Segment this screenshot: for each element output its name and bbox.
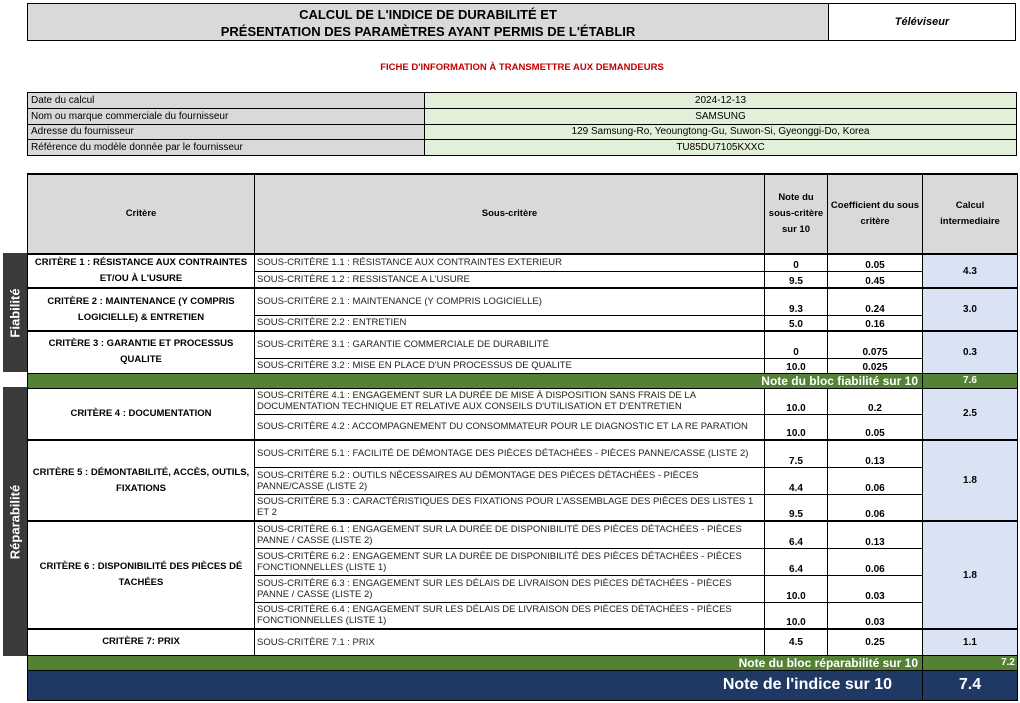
header-critere: Critère xyxy=(28,174,255,254)
block-label-fiabilite: Fiabilité xyxy=(3,253,27,372)
subcriterion-label: SOUS-CRITÈRE 2.1 : MAINTENANCE (Y COMPRIS LOGICIELLE) xyxy=(255,288,765,315)
criterion-name: CRITÈRE 4 : DOCUMENTATION xyxy=(28,388,255,440)
subcriterion-coef: 0.06 xyxy=(828,494,923,521)
subcriterion-label: SOUS-CRITÈRE 7.1 : PRIX xyxy=(255,629,765,655)
subcriterion-label: SOUS-CRITÈRE 6.4 : ENGAGEMENT SUR LES DÉLAIS DE LIVRAISON DES PIÈCES DÉTACHÉES - PIÈCES FONCTIONNELLES (LISTE 1) xyxy=(255,602,765,629)
criterion-calc: 3.0 xyxy=(923,288,1018,331)
title-line-1: CALCUL DE L'INDICE DE DURABILITÉ ET xyxy=(299,7,557,22)
fiabilite-total-label: Note du bloc fiabilité sur 10 xyxy=(28,373,923,388)
info-value: 2024-12-13 xyxy=(425,93,1017,109)
subcriterion-label: SOUS-CRITÈRE 6.2 : ENGAGEMENT SUR LA DURÉE DE DISPONIBILITÉ DES PIÈCES DÉTACHÉES - PIÈCES FONCTIONNELLES (LISTE 1) xyxy=(255,548,765,575)
header-note: Note du sous-critère sur 10 xyxy=(765,174,828,254)
subcriterion-coef: 0.16 xyxy=(828,315,923,331)
subcriterion-note: 10.0 xyxy=(765,414,828,440)
info-row xyxy=(28,93,1017,109)
subcriterion-label: SOUS-CRITÈRE 3.2 : MISE EN PLACE D'UN PROCESSUS DE QUALITE xyxy=(255,358,765,373)
indice-total-row xyxy=(28,670,1018,700)
subcriterion-coef: 0.45 xyxy=(828,271,923,288)
subcriterion-label: SOUS-CRITÈRE 6.3 : ENGAGEMENT SUR LES DÉLAIS DE LIVRAISON DES PIÈCES DÉTACHÉES - PIÈCES PANNE / CASSE (LISTE 2) xyxy=(255,575,765,602)
subcriterion-coef: 0.2 xyxy=(828,388,923,414)
table-header-row xyxy=(28,174,1018,254)
indice-total-value: 7.4 xyxy=(923,670,1018,700)
title-line-2: PRÉSENTATION DES PARAMÈTRES AYANT PERMIS DE L'ÉTABLIR xyxy=(220,24,636,39)
fiabilite-total-value: 7.6 xyxy=(923,373,1018,388)
table-row xyxy=(28,440,1018,467)
criterion-name: CRITÈRE 6 : DISPONIBILITÉ DES PIÈCES DÉ TACHÉES xyxy=(28,521,255,629)
info-row xyxy=(28,140,1017,156)
subcriterion-label: SOUS-CRITÈRE 5.3 : CARACTÉRISTIQUES DES FIXATIONS POUR L'ASSEMBLAGE DES PIÈCES DES LISTES 1 ET 2 xyxy=(255,494,765,521)
subcriterion-coef: 0.25 xyxy=(828,629,923,655)
document-title xyxy=(27,3,829,41)
criterion-name: CRITÈRE 3 : GARANTIE ET PROCESSUS QUALITE xyxy=(28,331,255,373)
subcriterion-note: 7.5 xyxy=(765,440,828,467)
reparabilite-total-value: 7.2 xyxy=(923,655,1018,670)
table-row xyxy=(28,521,1018,548)
subcriterion-coef: 0.03 xyxy=(828,602,923,629)
subcriterion-note: 10.0 xyxy=(765,575,828,602)
subcriterion-note: 4.5 xyxy=(765,629,828,655)
info-label: Adresse du fournisseur xyxy=(28,124,425,140)
info-row xyxy=(28,124,1017,140)
subcriterion-coef: 0.24 xyxy=(828,288,923,315)
subcriterion-coef: 0.03 xyxy=(828,575,923,602)
subcriterion-note: 6.4 xyxy=(765,548,828,575)
subcriterion-coef: 0.075 xyxy=(828,331,923,358)
reparabilite-total-row xyxy=(28,655,1018,670)
header-coef: Coefficient du sous critère xyxy=(828,174,923,254)
subcriterion-note: 9.3 xyxy=(765,288,828,315)
table-row xyxy=(28,629,1018,655)
subcriterion-label: SOUS-CRITÈRE 1.1 : RÉSISTANCE AUX CONTRAINTES EXTERIEUR xyxy=(255,254,765,271)
subcriterion-note: 4.4 xyxy=(765,467,828,494)
subtitle: FICHE D'INFORMATION À TRANSMETTRE AUX DEMANDEURS xyxy=(380,62,664,73)
info-value: SAMSUNG xyxy=(425,108,1017,124)
subcriterion-note: 10.0 xyxy=(765,602,828,629)
indice-total-label: Note de l'indice sur 10 xyxy=(28,670,923,700)
criterion-name: CRITÈRE 1 : RÉSISTANCE AUX CONTRAINTES ET/OU À L'USURE xyxy=(28,254,255,288)
info-label: Référence du modèle donnée par le fournisseur xyxy=(28,140,425,156)
criterion-calc: 1.8 xyxy=(923,440,1018,521)
subcriterion-coef: 0.05 xyxy=(828,254,923,271)
table-row xyxy=(28,388,1018,414)
subcriterion-label: SOUS-CRITÈRE 3.1 : GARANTIE COMMERCIALE DE DURABILITÉ xyxy=(255,331,765,358)
table-row xyxy=(28,254,1018,271)
subcriterion-label: SOUS-CRITÈRE 1.2 : RESSISTANCE A L'USURE xyxy=(255,271,765,288)
subcriterion-coef: 0.06 xyxy=(828,548,923,575)
criterion-calc: 0.3 xyxy=(923,331,1018,373)
subcriterion-note: 0 xyxy=(765,254,828,271)
subcriterion-coef: 0.05 xyxy=(828,414,923,440)
info-label: Date du calcul xyxy=(28,93,425,109)
header-sous-critere: Sous-critère xyxy=(255,174,765,254)
subcriterion-note: 9.5 xyxy=(765,271,828,288)
subcriterion-coef: 0.06 xyxy=(828,467,923,494)
criterion-calc: 4.3 xyxy=(923,254,1018,288)
subcriterion-note: 5.0 xyxy=(765,315,828,331)
subcriterion-label: SOUS-CRITÈRE 6.1 : ENGAGEMENT SUR LA DURÉE DE DISPONIBILITÉ DES PIÈCES DÉTACHÉES - PIÈCES PANNE / CASSE (LISTE 2) xyxy=(255,521,765,548)
info-label: Nom ou marque commerciale du fournisseur xyxy=(28,108,425,124)
subcriterion-note: 10.0 xyxy=(765,358,828,373)
reparabilite-total-label: Note du bloc réparabilité sur 10 xyxy=(28,655,923,670)
subcriterion-coef: 0.13 xyxy=(828,440,923,467)
subcriterion-coef: 0.13 xyxy=(828,521,923,548)
subcriterion-label: SOUS-CRITÈRE 5.1 : FACILITÉ DE DÉMONTAGE DES PIÈCES DÉTACHÉES - PIÈCES PANNE/CASSE (LISTE 2) xyxy=(255,440,765,467)
supplier-info-table xyxy=(27,92,1017,156)
subcriterion-note: 10.0 xyxy=(765,388,828,414)
criterion-calc: 2.5 xyxy=(923,388,1018,440)
info-row xyxy=(28,108,1017,124)
criterion-name: CRITÈRE 5 : DÉMONTABILITÉ, ACCÈS, OUTILS, FIXATIONS xyxy=(28,440,255,521)
subcriterion-label: SOUS-CRITÈRE 2.2 : ENTRETIEN xyxy=(255,315,765,331)
subcriterion-label: SOUS-CRITÈRE 5.2 : OUTILS NÉCESSAIRES AU DÉMONTAGE DES PIÈCES DÉTACHÉES - PIÈCES PANNE/CASSE (LISTE 2) xyxy=(255,467,765,494)
block-label-reparabilite: Réparabilité xyxy=(3,387,27,656)
info-value: 129 Samsung-Ro, Yeoungtong-Gu, Suwon-Si, Gyeonggi-Do, Korea xyxy=(425,124,1017,140)
subcriterion-note: 9.5 xyxy=(765,494,828,521)
table-row xyxy=(28,288,1018,315)
subcriterion-note: 6.4 xyxy=(765,521,828,548)
criterion-calc: 1.1 xyxy=(923,629,1018,655)
subcriterion-label: SOUS-CRITÈRE 4.1 : ENGAGEMENT SUR LA DURÉE DE MISE À DISPOSITION SANS FRAIS DE LA DOCUMENTATION TECHNIQUE ET RELATIVE AUX CONSEILS D'UTILISATION ET D'ENTRETIEN xyxy=(255,388,765,414)
fiabilite-total-row xyxy=(28,373,1018,388)
criterion-calc: 1.8 xyxy=(923,521,1018,629)
subcriterion-coef: 0.025 xyxy=(828,358,923,373)
criterion-name: CRITÈRE 2 : MAINTENANCE (Y COMPRIS LOGICIELLE) & ENTRETIEN xyxy=(28,288,255,331)
subcriterion-note: 0 xyxy=(765,331,828,358)
durability-table xyxy=(27,173,1018,701)
info-value: TU85DU7105KXXC xyxy=(425,140,1017,156)
subcriterion-label: SOUS-CRITÈRE 4.2 : ACCOMPAGNEMENT DU CONSOMMATEUR POUR LE DIAGNOSTIC ET LA RE PARATION xyxy=(255,414,765,440)
header-calc: Calcul intermediaire xyxy=(923,174,1018,254)
device-type: Téléviseur xyxy=(829,3,1016,41)
table-row xyxy=(28,331,1018,358)
criterion-name: CRITÈRE 7: PRIX xyxy=(28,629,255,655)
